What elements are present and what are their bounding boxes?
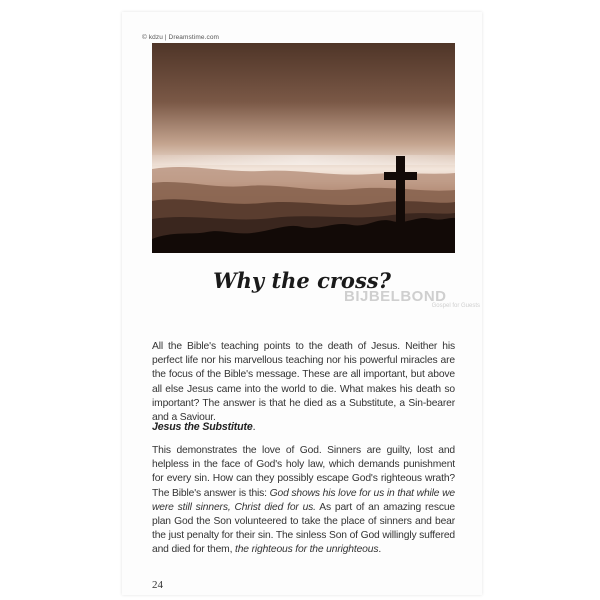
section-heading-period: .: [252, 421, 256, 433]
p2-quote1: God shows his love for us in that while we were still sinners, Christ died for us.: [152, 487, 456, 513]
cross-sunset-photo: [152, 43, 455, 253]
p2-quote2: the righteous for the unrighteous: [235, 544, 379, 556]
book-page: [122, 12, 482, 595]
p2-part1: This demonstrates the love of God. Sinners are guilty, lost and helpless in the face of God's holy law, which demands punishment for every sin. How can they possibly escape God's righteous wrath? The Bible's answer is this:: [152, 445, 455, 499]
page-title: Why the cross?: [213, 268, 391, 293]
watermark-sub: Gospel for Guests: [431, 303, 480, 309]
p2-part3: .: [378, 544, 382, 556]
section-heading: [152, 420, 455, 434]
bijbelbond-watermark: [344, 288, 484, 309]
section-heading-text: Jesus the Substitute: [152, 421, 253, 433]
page-number: 24: [152, 579, 163, 591]
p2-part2: As part of an amazing rescue plan God the Son volunteered to take the place of sinners and bear the just penalty for their sin. The sinless Son of God willingly suffered and died for them,: [152, 501, 456, 556]
watermark-main: BIJBELBOND: [344, 288, 447, 305]
paragraph-substitute: [152, 444, 455, 558]
photo-credit: © kdzu | Dreamstime.com: [142, 34, 220, 41]
paragraph-intro: All the Bible's teaching points to the death of Jesus. Neither his perfect life nor his marvellous teaching nor his powerful miracles are the focus of the Bible's message. These are all important, but above all else Jesus came into the world to die. What makes his death so important? The answer is that he died as a Substitute, a Sin-bearer and a Saviour.: [152, 341, 455, 424]
